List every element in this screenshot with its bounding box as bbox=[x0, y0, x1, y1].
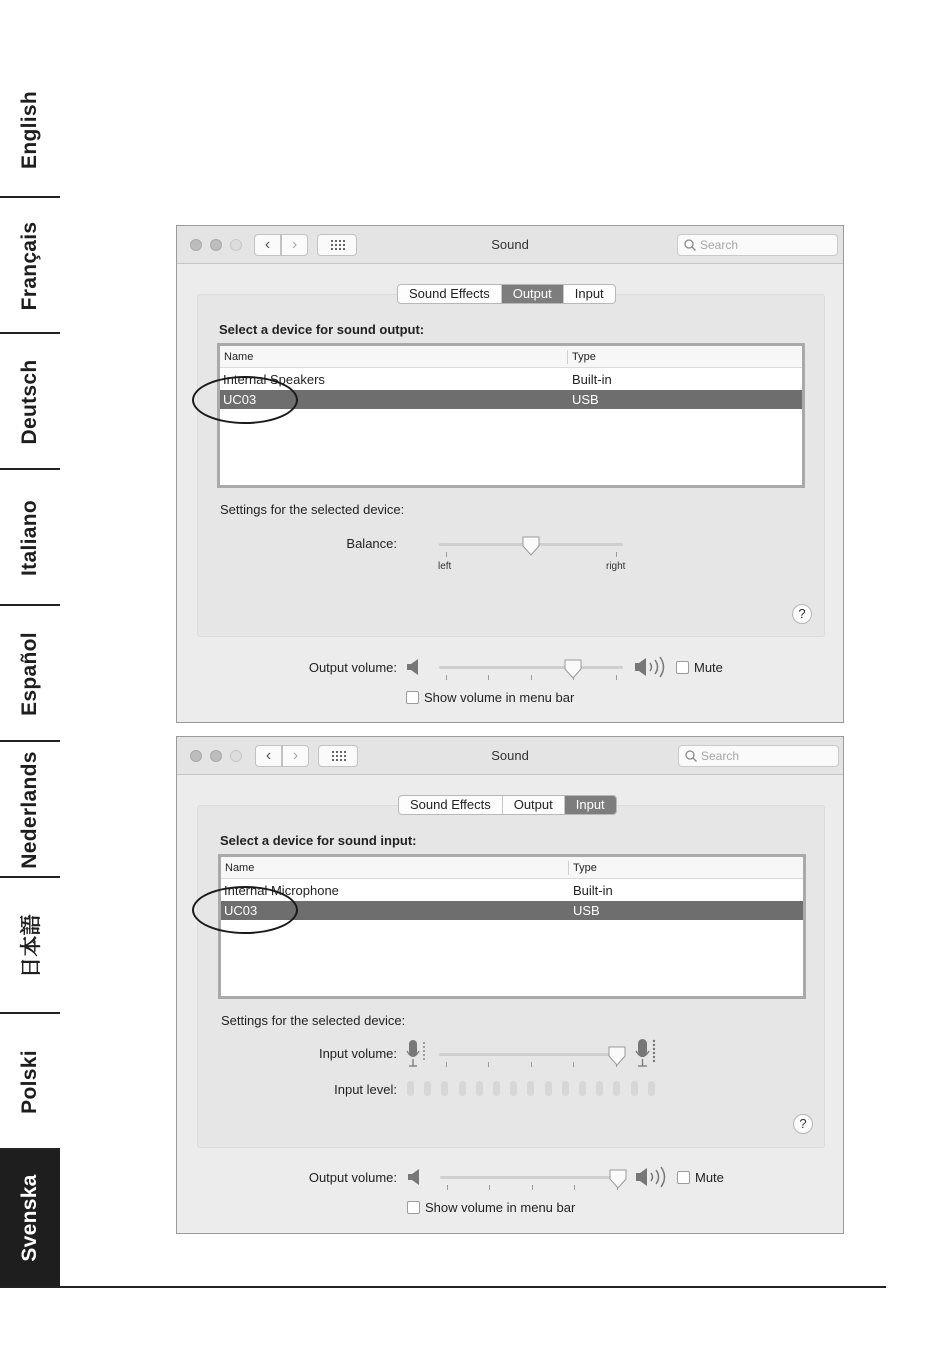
level-segment bbox=[562, 1081, 569, 1096]
microphone-high-icon bbox=[635, 1038, 659, 1069]
lang-tab-english[interactable] bbox=[0, 62, 60, 198]
lang-tab-label: Italiano bbox=[18, 500, 41, 576]
level-segment bbox=[459, 1081, 466, 1096]
lang-tab-francais[interactable] bbox=[0, 198, 60, 334]
lang-tab-espanol[interactable] bbox=[0, 606, 60, 742]
tab-sound-effects[interactable]: Sound Effects bbox=[399, 796, 503, 814]
lang-tab-label: Français bbox=[18, 221, 41, 311]
speaker-loud-icon bbox=[635, 1166, 669, 1188]
lang-tab-japanese[interactable] bbox=[0, 878, 60, 1014]
tab-output[interactable]: Output bbox=[503, 796, 565, 814]
slider-track bbox=[440, 1176, 624, 1179]
tab-sound-effects[interactable]: Sound Effects bbox=[398, 285, 502, 303]
level-segment bbox=[596, 1081, 603, 1096]
slider-tick bbox=[616, 675, 617, 680]
lang-tab-label: Deutsch bbox=[18, 359, 41, 445]
slider-tick bbox=[616, 552, 617, 557]
device-type: USB bbox=[573, 903, 600, 918]
device-type: USB bbox=[572, 392, 599, 407]
level-segment bbox=[648, 1081, 655, 1096]
device-row[interactable] bbox=[221, 881, 803, 900]
device-name: Internal Microphone bbox=[224, 883, 339, 898]
input-level-label: Input level: bbox=[334, 1082, 397, 1097]
column-divider bbox=[567, 350, 568, 364]
window-title: Sound bbox=[491, 237, 529, 252]
slider-tick bbox=[531, 675, 532, 680]
level-segment bbox=[424, 1081, 431, 1096]
show-volume-label: Show volume in menu bar bbox=[425, 1200, 576, 1215]
show-volume-checkbox[interactable] bbox=[406, 691, 419, 704]
lang-tab-label: Nederlands bbox=[18, 751, 41, 869]
balance-left-label: left bbox=[438, 561, 452, 572]
settings-label: Settings for the selected device: bbox=[221, 1013, 406, 1028]
show-volume-checkbox[interactable] bbox=[407, 1201, 420, 1214]
search-input[interactable] bbox=[701, 748, 831, 764]
slider-knob[interactable] bbox=[608, 1046, 626, 1066]
column-type-header[interactable]: Type bbox=[572, 351, 596, 363]
title-bar bbox=[177, 226, 843, 264]
lang-tab-label: 日本語 bbox=[20, 914, 43, 978]
output-device-list[interactable] bbox=[217, 343, 805, 488]
list-header bbox=[221, 857, 803, 879]
input-device-list[interactable] bbox=[218, 854, 806, 999]
level-segment bbox=[510, 1081, 517, 1096]
device-row[interactable] bbox=[220, 370, 802, 389]
slider-tick bbox=[488, 1062, 489, 1067]
level-segment bbox=[441, 1081, 448, 1096]
speaker-mute-icon bbox=[406, 658, 420, 676]
column-type-header[interactable]: Type bbox=[573, 862, 597, 874]
column-divider bbox=[568, 861, 569, 875]
device-type: Built-in bbox=[572, 372, 612, 387]
slider-track bbox=[439, 666, 623, 669]
tab-bar bbox=[397, 284, 616, 304]
mute-label: Mute bbox=[694, 660, 723, 675]
chevron-right-icon: › bbox=[291, 236, 298, 253]
level-segment bbox=[493, 1081, 500, 1096]
lang-tab-deutsch[interactable] bbox=[0, 334, 60, 470]
search-icon bbox=[685, 750, 697, 762]
slider-track bbox=[439, 1053, 623, 1056]
device-list-heading: Select a device for sound output: bbox=[219, 322, 425, 337]
slider-tick bbox=[488, 675, 489, 680]
mute-label: Mute bbox=[695, 1170, 724, 1185]
slider-tick bbox=[447, 1185, 448, 1190]
slider-tick bbox=[574, 1185, 575, 1190]
slider-tick bbox=[531, 1062, 532, 1067]
highlight-circle bbox=[192, 886, 298, 934]
column-name-header[interactable]: Name bbox=[225, 862, 255, 874]
slider-tick bbox=[573, 1062, 574, 1067]
search-field[interactable] bbox=[677, 234, 838, 256]
tab-input[interactable]: Input bbox=[574, 286, 604, 301]
search-icon bbox=[684, 239, 696, 251]
level-segment bbox=[476, 1081, 483, 1096]
tab-output[interactable]: Output bbox=[502, 285, 564, 303]
slider-knob[interactable] bbox=[564, 659, 582, 679]
search-field[interactable] bbox=[678, 745, 839, 767]
help-button[interactable]: ? bbox=[793, 1114, 813, 1134]
list-header bbox=[220, 346, 802, 368]
microphone-low-icon bbox=[406, 1039, 428, 1069]
device-name: UC03 bbox=[224, 903, 258, 918]
tab-input[interactable]: Input bbox=[565, 796, 616, 814]
lang-tab-label: Svenska bbox=[18, 1174, 41, 1262]
level-segment bbox=[579, 1081, 586, 1096]
slider-tick bbox=[446, 552, 447, 557]
device-name: UC03 bbox=[223, 392, 257, 407]
lang-tab-nederlands[interactable] bbox=[0, 742, 60, 878]
device-row-selected[interactable] bbox=[221, 901, 803, 920]
settings-label: Settings for the selected device: bbox=[220, 502, 405, 517]
lang-tab-svenska[interactable] bbox=[0, 1150, 60, 1286]
device-type: Built-in bbox=[573, 883, 613, 898]
title-bar bbox=[177, 737, 843, 775]
slider-knob[interactable] bbox=[522, 536, 540, 556]
speaker-loud-icon bbox=[634, 656, 668, 678]
lang-tab-label: Español bbox=[18, 632, 41, 716]
device-list-heading: Select a device for sound input: bbox=[220, 833, 417, 848]
balance-right-label: right bbox=[606, 561, 626, 572]
level-segment bbox=[631, 1081, 638, 1096]
slider-knob[interactable] bbox=[609, 1169, 627, 1189]
slider-tick bbox=[532, 1185, 533, 1190]
chevron-left-icon: ‹ bbox=[264, 236, 271, 253]
speaker-mute-icon bbox=[407, 1168, 421, 1186]
slider-tick bbox=[446, 675, 447, 680]
balance-label: Balance: bbox=[346, 536, 397, 551]
output-volume-label: Output volume: bbox=[308, 1170, 397, 1185]
lang-tab-label: Polski bbox=[18, 1050, 41, 1114]
output-volume-label: Output volume: bbox=[308, 660, 397, 675]
slider-tick bbox=[446, 1062, 447, 1067]
window-title: Sound bbox=[491, 748, 529, 763]
search-input[interactable] bbox=[700, 237, 830, 253]
mute-checkbox[interactable] bbox=[676, 661, 689, 674]
level-segment bbox=[613, 1081, 620, 1096]
level-segment bbox=[545, 1081, 552, 1096]
sound-output-window bbox=[176, 225, 844, 723]
column-name-header[interactable]: Name bbox=[224, 351, 254, 363]
sound-input-window bbox=[176, 736, 844, 1234]
device-name: Internal Speakers bbox=[223, 372, 325, 387]
mute-checkbox[interactable] bbox=[677, 1171, 690, 1184]
tab-bar bbox=[398, 795, 617, 815]
level-segment bbox=[407, 1081, 414, 1096]
help-button[interactable]: ? bbox=[792, 604, 812, 624]
lang-tab-label: English bbox=[18, 91, 41, 169]
chevron-left-icon: ‹ bbox=[265, 747, 272, 764]
slider-tick bbox=[489, 1185, 490, 1190]
show-volume-label: Show volume in menu bar bbox=[424, 690, 575, 705]
lang-tab-polski[interactable] bbox=[0, 1014, 60, 1150]
level-segment bbox=[527, 1081, 534, 1096]
input-volume-label: Input volume: bbox=[318, 1046, 397, 1061]
device-row-selected[interactable] bbox=[220, 390, 802, 409]
lang-tab-italiano[interactable] bbox=[0, 470, 60, 606]
bottom-rule bbox=[0, 1286, 886, 1288]
chevron-right-icon: › bbox=[292, 747, 299, 764]
highlight-circle bbox=[192, 376, 298, 424]
